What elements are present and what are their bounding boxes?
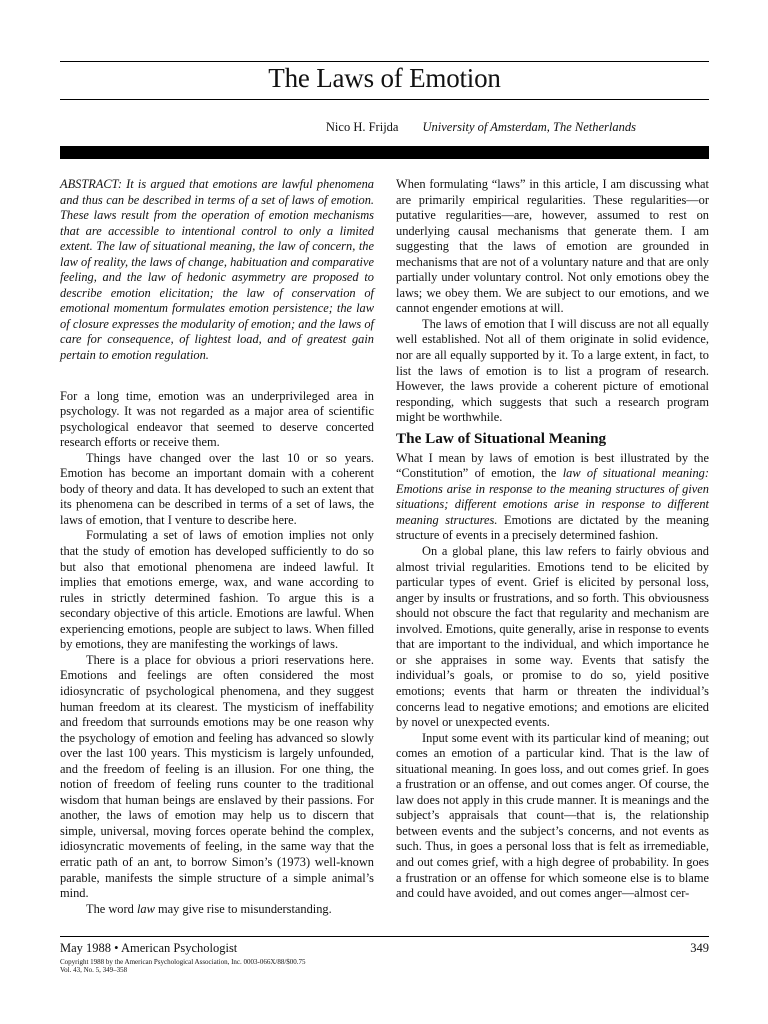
text-run: Emotions are dictated by the meaning structure of events in a precisely determined fashion. <box>396 512 709 543</box>
abstract-label: ABSTRACT: <box>60 177 122 191</box>
author-affiliation: University of Amsterdam, The Netherlands <box>422 120 636 134</box>
title-rule <box>60 99 709 100</box>
copyright-notice <box>60 958 306 974</box>
text-run: may give rise to misunderstanding. <box>154 901 332 916</box>
body-paragraph: The laws of emotion that I will discuss are not all equally well established. Not all of them originate in solid evidence, nor are all equally supported by it. To a large extent, in fact, to list the laws of emotion is to list a program of research. However, the laws provide a coherent picture of emotional responding, which suggests that such a research program might be worthwhile. <box>396 316 709 425</box>
abstract-text: It is argued that emotions are lawful phenomena and thus can be described in terms of a set of laws of emotion. These laws result from the operation of emotion mechanisms that are accessible to intentional control to only a limited extent. The law of situational meaning, the law of concern, the law of reality, the laws of change, habituation and comparative feeling, and the law of hedonic asymmetry are proposed to describe emotion elicitation; the law of conservation of emotional momentum formulates emotion persistence; the law of closure expresses the modularity of emotion; and the laws of care for consequence, of lightest load, and of greatest gain pertain to emotion regulation. <box>60 177 374 363</box>
text-run: What I mean by laws of emotion is best illustrated by the “Constitution” of emotion, the <box>396 450 709 481</box>
left-column <box>60 177 374 917</box>
body-paragraph: On a global plane, this law refers to fairly obvious and almost trivial regularities. Emotions tend to be elicited by particular types of event. Grief is elicited by personal loss, anger by insults or frustrations, and so forth. This obviousness should not obscure the fact that regularity and mechanism are involved. Emotions, quite generally, arise in response to events that are important to the individual, and which importance he or she appraises in some way. Events that satisfy the individual’s goals, or promise to do so, yield positive emotions; events that harm or threaten the individual’s concerns lead to negative emotions; and emotions are elicited by novel or unexpected events. <box>396 544 709 730</box>
section-heading: The Law of Situational Meaning <box>396 429 607 447</box>
body-paragraph: Formulating a set of laws of emotion implies not only that the study of emotion has developed sufficiently to do so but also that emotional phenomena are indeed lawful. It implies that emotions emerge, wax, and wane according to rules in strictly determined fashion. To argue this is a secondary objective of this article. Emotions are lawful. When experiencing emotions, people are subject to laws. When filled by emotions, they are manifesting the workings of laws. <box>60 528 374 652</box>
law-statement: law of situational meaning: Emotions arise in response to the meaning structures of given situations; different emotions arise in response to different meaning structures. <box>396 466 709 527</box>
section-intro-paragraph <box>396 451 709 544</box>
volume-line: Vol. 43, No. 5, 349–358 <box>60 966 128 974</box>
journal-line: May 1988 • American Psychologist <box>60 941 238 955</box>
byline <box>0 119 636 135</box>
article-title: The Laws of Emotion <box>268 63 501 93</box>
body-paragraph: For a long time, emotion was an underprivileged area in psychology. It was not regarded as a major area of scientific psychological endeavor that seemed to deserve concerted research efforts or receive them. <box>60 388 374 450</box>
copyright-line: Copyright 1988 by the American Psychological Association, Inc. 0003-066X/88/$00.75 <box>60 958 306 966</box>
body-paragraph: Input some event with its particular kind of meaning; out comes an emotion of a particular kind. That is the law of situational meaning. In goes loss, and out comes grief. In goes a frustration or an offense, and out comes anger. Of course, the law does not apply in this crude manner. It is meanings and the subject’s appraisals that count—that is, the relationship between events and the subject’s concerns, and not events as such. Thus, in goes a personal loss that is felt as irremediable, and out comes grief, with a high degree of probability. In goes a frustration or an offense for which someone else is to blame and could have avoided, and out comes anger—almost cer- <box>396 730 709 901</box>
right-column <box>396 177 709 902</box>
body-paragraph: Things have changed over the last 10 or so years. Emotion has become an important domain with a coherent body of theory and data. It has developed to such an extent that its phenomena can be described in terms of a set of laws, the laws of emotion, that I venture to describe here. <box>60 450 374 527</box>
body-paragraph: When formulating “laws” in this article, I am discussing what are primarily empirical regularities. These regularities—or putative regularities—are, however, assumed to rest on underlying causal mechanisms that generate them. I am suggesting that the laws of emotion are grounded in mechanisms that are not of a voluntary nature and that are only partially under voluntary control. Not only emotions obey the laws; we obey them. We are subject to our emotions, and we cannot engender emotions at will. <box>396 177 709 316</box>
abstract <box>60 177 374 364</box>
body-paragraph <box>60 902 374 918</box>
body-paragraph: There is a place for obvious a priori reservations here. Emotions and feelings are often considered the most idiosyncratic of psychological phenomena, and they suggest human freedom at its clearest. The mysticism of ineffability and freedom that surrounds emotions may be one reason why the psychology of emotion and feeling has advanced so slowly over the last 100 years. This mysticism is largely unfounded, and the freedom of feeling is an illusion. For one thing, the notion of freedom of feeling runs counter to the traditional wisdom that human beings are enslaved by their passions. For another, the laws of emotion may help us to discern that simple, universal, moving forces operate behind the complex, idiosyncratic movements of feeling, in the same way that the erratic path of an ant, to borrow Simon’s (1973) well-known parable, manifests the simple structure of a simple animal’s mind. <box>60 652 374 901</box>
text-run: The word <box>86 901 137 916</box>
author-name: Nico H. Frijda <box>325 120 399 134</box>
emphasized-term: law <box>136 901 155 916</box>
header-bar <box>60 146 709 159</box>
page-number: 349 <box>690 941 709 955</box>
footer-rule <box>60 936 709 937</box>
